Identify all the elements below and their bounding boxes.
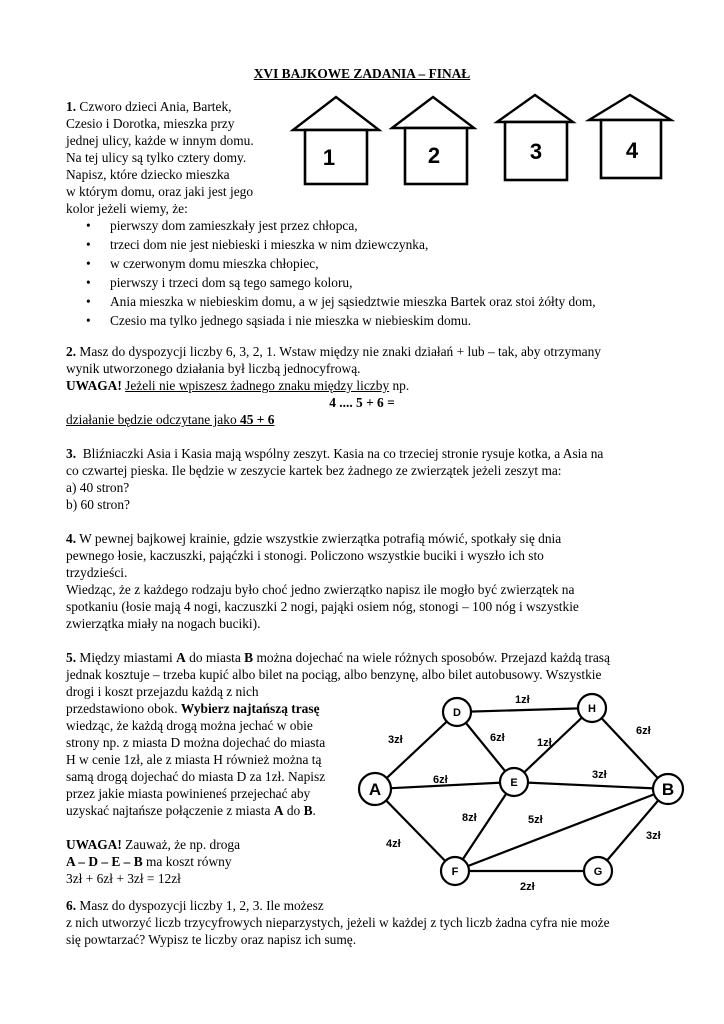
task2-note-cont: działanie będzie odczytane jako [66, 412, 240, 427]
house-number: 1 [322, 145, 336, 170]
task6-line-1 [66, 898, 324, 915]
city-a-ref: A [176, 650, 186, 665]
house-number: 2 [427, 143, 441, 168]
edge-e-f [455, 782, 514, 871]
edge-h-e [514, 708, 592, 782]
task3-line-2: co czwartej pieska. Ile będzie w zeszycie kartek bez żadnego ze zwierzątek jeżeli zeszyt ma: [66, 463, 562, 478]
list-item: • pierwszy i trzeci dom są tego samego koloru, [66, 275, 596, 294]
task5-text: do [283, 803, 304, 818]
task2-warning: UWAGA! [66, 378, 122, 393]
node-label: E [510, 777, 518, 789]
task2-line-4 [66, 412, 274, 429]
edge-cost-label: 2zł [520, 881, 535, 893]
task5-warning-line-2 [66, 854, 232, 871]
task1-line-5: Napisz, które dziecko mieszka [66, 167, 230, 182]
node-a [359, 773, 391, 805]
node-e [500, 768, 528, 796]
task1-line-4: Na tej ulicy są tylko cztery domy. [66, 150, 247, 165]
task1-line-6: w którym domu, oraz jaki jest jego [66, 184, 254, 199]
houses-illustration [285, 90, 675, 192]
task4-line-2: pewnego łosie, kaczuszki, pająćzki i stonogi. Policzono wszystkie buciki i wyszło ich sto [66, 548, 544, 563]
task1-line-3: jednej ulicy, każde w innym domu. [66, 133, 254, 148]
task5-line-6: strony np. z miasta D można dojechać do miasta [66, 735, 326, 750]
house-3 [497, 95, 573, 180]
task1-conditions-list [66, 218, 596, 332]
task5-line-7: H w cenie 1zł, ale z miasta H również można tą [66, 752, 322, 767]
edge-f-b [455, 789, 668, 871]
list-item: • trzeci dom nie jest niebieski i mieszka w nim dziewczynka, [66, 237, 596, 256]
node-label: G [593, 866, 603, 878]
node-g [584, 857, 612, 885]
task5-example-route: A – D – E – B [66, 854, 143, 869]
edge-cost-label: 6zł [490, 732, 505, 744]
task5-warning-text: ma koszt równy [142, 854, 232, 869]
task4-number: 4. [66, 531, 77, 546]
task5-text: można dojechać na wiele różnych sposobów. Przejazd każdą trasą [253, 650, 610, 665]
task2-example: 4 .... 5 + 6 = [329, 395, 395, 410]
node-label: D [453, 707, 461, 719]
city-a-ref: A [273, 803, 284, 818]
task5-line-3: drogi i koszt przejazdu każdą z nich [66, 684, 259, 699]
task2-line-1 [66, 344, 601, 361]
task6-line-3: się powtarzać? Wypisz te liczby oraz napisz ich sumę. [66, 932, 357, 947]
task6-line-2: z nich utworzyć liczb trzycyfrowych nieparzystych, jeżeli w każdej z tych liczb żadna cyfra nie może [66, 915, 610, 930]
task5-line-10 [66, 803, 316, 820]
node-label: B [661, 780, 675, 799]
task5-text: Między miastami [79, 650, 177, 665]
node-h [578, 694, 606, 722]
list-item: • Ania mieszka w niebieskim domu, a w jej sąsiedztwie mieszka Bartek oraz stoi żółty dom, [66, 294, 596, 313]
task4-line-4: Wiedząc, że z każdego rodzaju było choć jedno zwierzątko napisz ile mogło być zwierzątek na [66, 582, 575, 597]
node-b [653, 774, 683, 804]
house-2 [392, 97, 474, 184]
task1-line-1 [66, 99, 232, 116]
list-item: • pierwszy dom zamieszkały jest przez chłopca, [66, 218, 596, 237]
task2-example-result: 45 + 6 [240, 412, 275, 427]
house-number: 4 [625, 138, 639, 163]
city-b-ref: B [303, 803, 313, 818]
task5-warning-line-1 [66, 837, 240, 854]
task4-line-1 [66, 531, 561, 548]
task5-number: 5. [66, 650, 77, 665]
task5-line-9: przez jakie miasta powinieneś przejechać aby [66, 786, 311, 801]
task5-line-8: samą drogą dojechać do miasta D za 1zł. Napisz [66, 769, 326, 784]
task5-text: do miasta [185, 650, 245, 665]
edge-cost-label: 3zł [388, 734, 403, 746]
task2-note-end: np. [389, 378, 410, 393]
list-item: • Czesio ma tylko jednego sąsiada i nie mieszka w niebieskim domu. [66, 313, 596, 332]
task1-text: Czworo dzieci Ania, Bartek, [79, 99, 232, 114]
edge-cost-label: 8zł [462, 812, 477, 824]
task3-option-b: b) 60 stron? [66, 497, 130, 512]
edge-cost-label: 1zł [537, 737, 552, 749]
edge-cost-label: 5zł [528, 814, 543, 826]
edge-e-b [514, 782, 668, 789]
task5-text: przedstawiono obok. [66, 701, 181, 716]
task3-option-a: a) 40 stron? [66, 480, 130, 495]
task2-line-3 [66, 378, 409, 395]
house-1 [293, 97, 379, 184]
task4-line-6: zwierzątka miały na nogach buciki). [66, 616, 261, 631]
task1-line-7: kolor jeżeli wiemy, że: [66, 201, 188, 216]
edge-cost-label: 3zł [646, 830, 661, 842]
task3-line-1 [66, 446, 603, 463]
task3-text: Bliźniaczki Asia i Kasia mają wspólny zeszyt. Kasia na co trzeciej stronie rysuje kotka, a Asia na [82, 446, 604, 461]
task5-line-1 [66, 650, 610, 667]
task5-warning: UWAGA! [66, 837, 122, 852]
task5-text: uzyskać najtańsze połączenie z miasta [66, 803, 274, 818]
edge-cost-label: 6zł [433, 774, 448, 786]
task4-text: W pewnej bajkowej krainie, gdzie wszystkie zwierzątka potrafią mówić, spotkały się dnia [79, 531, 562, 546]
node-label: H [588, 703, 596, 715]
edge-d-h [457, 708, 592, 712]
task3-number: 3. [66, 446, 77, 461]
task5-warning-line-3: 3zł + 6zł + 3zł = 12zł [66, 871, 181, 886]
task6-text: Masz do dyspozycji liczby 1, 2, 3. Ile możesz [79, 898, 324, 913]
node-label: A [368, 780, 382, 799]
city-graph [350, 685, 695, 895]
edge-cost-label: 6zł [636, 725, 651, 737]
city-b-ref: B [244, 650, 254, 665]
node-f [441, 857, 469, 885]
node-d [443, 698, 471, 726]
task2-number: 2. [66, 344, 77, 359]
house-4 [589, 95, 671, 178]
task1-number: 1. [66, 99, 77, 114]
page-title: XVI BAJKOWE ZADANIA – FINAŁ [253, 66, 471, 81]
task5-line-5: wiedząc, że każdą drogą można jechać w obie [66, 718, 313, 733]
task5-line-4 [66, 701, 320, 718]
graph-nodes [359, 694, 683, 885]
task2-line-2: wynik utworzonego działania był liczbą jednocyfrową. [66, 361, 361, 376]
task5-warning-text: Zauważ, że np. droga [121, 837, 241, 852]
task5-instruction: Wybierz najtańszą trasę [180, 701, 320, 716]
task5-line-2: jednak kosztuje – trzeba kupić albo bilet na pociąg, albo benzynę, albo bilet autobusowy. Wszystkie [66, 667, 602, 682]
task2-text: Masz do dyspozycji liczby 6, 3, 2, 1. Wstaw między nie znaki działań + lub – tak, aby otrzymany [79, 344, 601, 359]
node-label: F [451, 866, 459, 878]
edge-cost-label: 1zł [515, 694, 530, 706]
task1-line-2: Czesio i Dorotka, mieszka przy [66, 116, 235, 131]
task2-note: Jeżeli nie wpiszesz żadnego znaku między liczby [125, 378, 390, 393]
task4-line-5: spotkaniu (łosie mają 4 nogi, kaczuszki 2 nogi, pająki osiem nóg, stonogi – 100 nóg i wszystkie [66, 599, 579, 614]
edge-cost-label: 3zł [592, 769, 607, 781]
task5-text: . [312, 803, 316, 818]
house-number: 3 [529, 139, 543, 164]
list-item: • w czerwonym domu mieszka chłopiec, [66, 256, 596, 275]
task4-line-3: trzydzieści. [66, 565, 128, 580]
edge-cost-label: 4zł [386, 838, 401, 850]
task6-number: 6. [66, 898, 77, 913]
edge-a-f [375, 789, 455, 871]
